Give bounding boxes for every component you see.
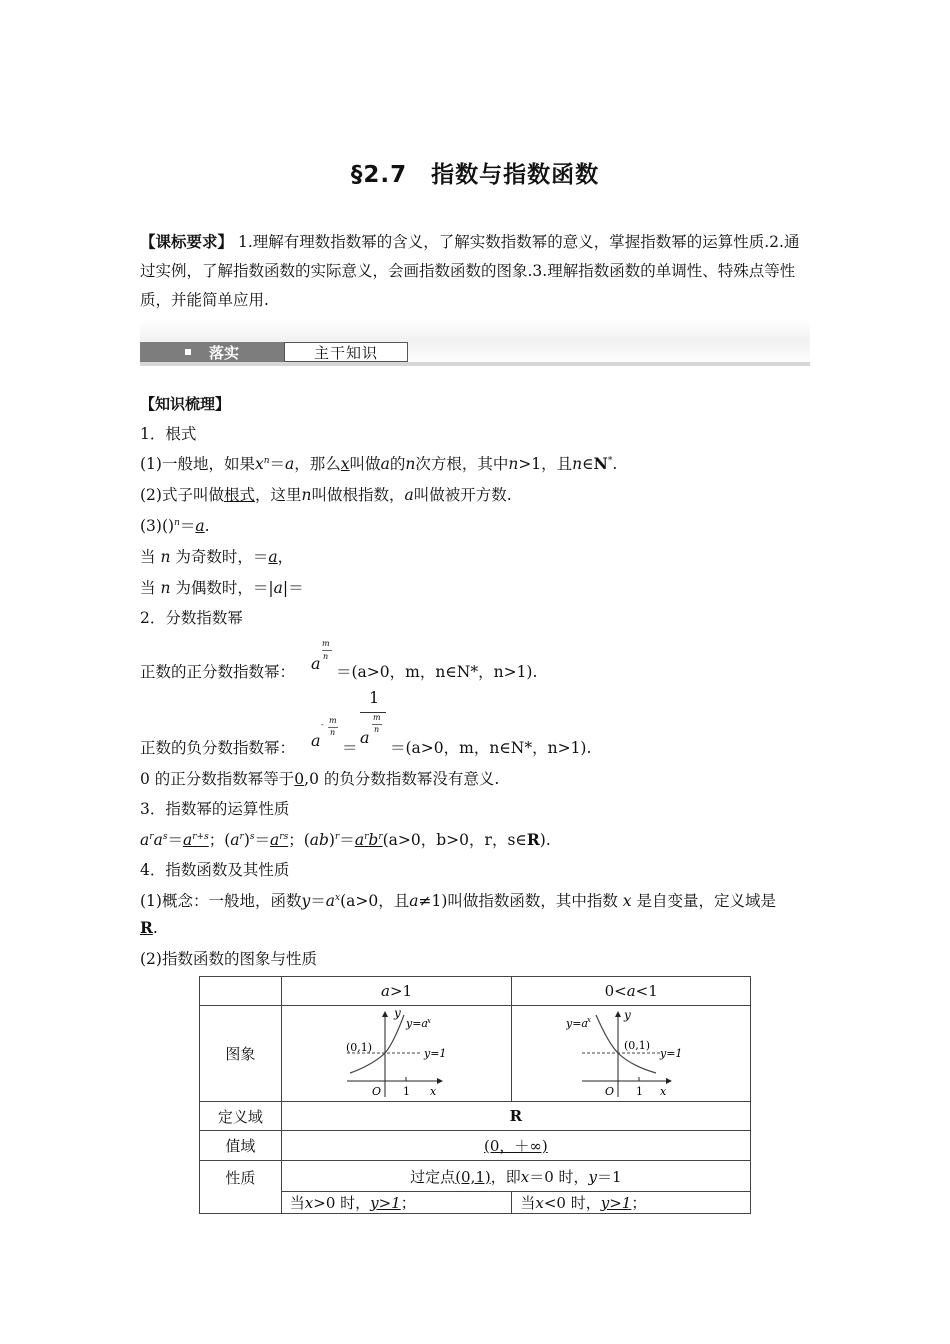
banner-tab-dark	[140, 342, 284, 362]
knowledge-heading: 【知识梳理】	[140, 395, 231, 413]
text-segment: (a>0，b>0，r，s∈	[382, 831, 527, 849]
domain-R: R	[509, 1107, 523, 1125]
row-label-graph: 图象	[200, 1006, 282, 1102]
text-segment: 为偶数时，＝|	[175, 579, 274, 597]
svg-text:1: 1	[636, 1084, 644, 1098]
negative-fractional-condition: ＝(a>0，m，n∈N*，n>1).	[390, 739, 592, 757]
svg-text:x: x	[429, 1084, 436, 1098]
table-row-monotone	[200, 1192, 751, 1214]
svg-text:x: x	[660, 1084, 667, 1098]
table-row-fixed-point	[200, 1161, 751, 1192]
svg-text:(0,1): (0,1)	[345, 1040, 372, 1054]
positive-fractional-label: 正数的正分数指数幂：	[140, 663, 296, 681]
graph-decreasing	[512, 1006, 751, 1102]
graph-increasing	[281, 1006, 512, 1102]
table-row-range	[200, 1131, 751, 1161]
item-exp-function: 4．指数函数及其性质	[140, 861, 290, 879]
text-segment: ，即	[490, 1167, 521, 1186]
text-segment: 为奇数时，＝	[175, 548, 269, 566]
text-segment: ＝0 时，	[529, 1167, 589, 1186]
row-label-domain: 定义域	[200, 1102, 282, 1131]
set-R: R	[526, 830, 540, 849]
table-corner	[200, 977, 282, 1006]
text-segment: 0 的正分数指数幂等于	[140, 770, 295, 788]
text-segment: 过定点	[410, 1167, 456, 1186]
text-segment: ,0 的负分数指数幂没有意义.	[304, 770, 500, 788]
banner-tab-light	[284, 342, 408, 362]
svg-text:y: y	[624, 1008, 631, 1022]
item-power-rules: 3．指数幂的运算性质	[140, 800, 290, 818]
answer-R: R	[140, 918, 153, 937]
neg-equals: ＝	[342, 739, 358, 757]
set-N: N	[593, 454, 608, 473]
a-minus-m-over-n: a - m n	[311, 716, 337, 750]
requirements-label: 【课标要求】	[140, 233, 234, 251]
right-answer: y>1	[600, 1194, 632, 1212]
text-segment: 当	[289, 1194, 305, 1212]
text-segment: ＝1	[597, 1167, 622, 1186]
svg-text:x: x	[587, 1015, 592, 1024]
even-case: 当 n 为偶数时，＝|a|＝	[140, 579, 304, 597]
radical-terms: (2)式子叫做根式，这里n叫做根指数，a叫做被开方数.	[140, 486, 512, 504]
answer-x: x	[340, 455, 350, 473]
range-value	[281, 1131, 750, 1161]
item-fractional-power: 2．分数指数幂	[140, 609, 243, 627]
row-label-props: 性质	[200, 1161, 282, 1214]
text-segment: ＝	[254, 831, 271, 849]
text-segment: ≠1)叫做指数函数，其中指数	[418, 892, 618, 910]
power-rules: $a^ra^s=a^{r+s}$；$(a^r)^s=a^{rs}$；$(ab)^r=a^rb^r(a>0$，b>0，r，s∈R).	[140, 830, 551, 849]
left-property: 当x>0 时，y>1；	[281, 1192, 512, 1214]
square-bullet-icon	[185, 349, 191, 355]
numerator: 1	[369, 688, 380, 707]
text-segment: (1)概念：一般地，函数	[140, 892, 302, 910]
row-label-range: 值域	[200, 1131, 282, 1161]
table-header-row	[200, 977, 751, 1006]
banner-left-label: 落实	[208, 343, 239, 362]
radical-definition: (1)一般地，如果$x^n=a$，那么x叫做a的n次方根，其中n>1，且n∈N*.	[140, 454, 618, 473]
text-segment: (a>0，且	[340, 892, 410, 910]
reciprocal-fraction: 1 a m n	[360, 688, 390, 750]
svg-text:y=1: y=1	[660, 1046, 683, 1060]
svg-text:O: O	[371, 1084, 381, 1098]
text-segment: 当	[140, 579, 156, 597]
domain-value	[281, 1102, 750, 1131]
odd-case: 当 n 为奇数时，＝a，	[140, 548, 294, 566]
course-requirements	[140, 228, 812, 315]
text-segment: ).	[539, 831, 551, 849]
text-segment: ；(	[288, 831, 310, 849]
requirements-text: 1.理解有理数指数幂的含义，了解实数指数幂的意义，掌握指数幂的运算性质.2.通过实例，了解指数函数的实际意义，会画指数函数的图象.3.理解指数函数的单调性、特殊点等性质，并能简单应用.	[140, 233, 800, 309]
zero-power-note	[140, 767, 499, 789]
fixed-point: 过定点(0,1)，即x＝0 时，y＝1	[281, 1161, 750, 1192]
answer-radical: 根式	[223, 486, 255, 504]
text-segment: 当	[520, 1194, 536, 1212]
decreasing-exp-graph	[566, 1009, 696, 1099]
domain-answer: R.	[140, 918, 158, 937]
svg-text:(0,1): (0,1)	[624, 1038, 651, 1052]
banner-divider	[140, 362, 810, 366]
text-segment: 是自变量，定义域是	[636, 892, 776, 910]
text-segment: 叫做	[349, 455, 381, 473]
text-segment: ；	[631, 1194, 647, 1212]
svg-text:O: O	[605, 1084, 615, 1098]
text-segment: >1，且	[518, 455, 573, 473]
text-segment: >0 时，	[313, 1194, 371, 1212]
a-m-over-n: a m n	[311, 639, 341, 675]
text-segment: 叫做根指数，	[311, 486, 405, 504]
text-segment: ＝	[167, 831, 183, 849]
item-radical: 1．根式	[140, 425, 197, 443]
left-answer: y>1	[370, 1194, 401, 1212]
table-row-domain	[200, 1102, 751, 1131]
header-a-greater-1: a>1	[281, 977, 512, 1006]
text-segment: (3)()	[140, 517, 175, 535]
svg-text:x: x	[426, 1016, 431, 1025]
right-property: 当x<0 时，y>1；	[512, 1192, 751, 1214]
text-segment: 当	[140, 548, 156, 566]
range-text: (0，＋∞)	[484, 1137, 548, 1155]
table-row-graph	[200, 1006, 751, 1102]
svg-text:y: y	[393, 1008, 401, 1020]
text-segment: ∈	[582, 455, 594, 473]
text-segment: ；(	[208, 831, 231, 849]
svg-text:1: 1	[402, 1084, 410, 1098]
text-segment: 的	[389, 455, 406, 473]
page-title: §2.7 指数与指数函数	[350, 162, 600, 188]
svg-text:y=1: y=1	[423, 1046, 446, 1060]
text-segment: ，这里	[254, 486, 302, 504]
answer-zero: 0	[294, 770, 305, 788]
radical-power: (3)()$^n$＝a.	[140, 517, 210, 535]
text-segment: ，那么	[294, 455, 341, 473]
text-segment: |＝	[282, 579, 304, 597]
text-segment: <0 时，	[543, 1194, 601, 1212]
svg-text:y=a: y=a	[566, 1016, 589, 1030]
text-segment: (1)一般地，如果	[140, 455, 255, 473]
increasing-exp-graph	[342, 1009, 452, 1099]
text-segment: (2)式子叫做	[140, 486, 224, 504]
text-segment: 次方根，其中	[415, 455, 509, 473]
exp-function-table	[199, 976, 751, 1214]
positive-fractional-condition: ＝(a>0，m，n∈N*，n>1).	[336, 663, 538, 681]
negative-fractional-label: 正数的负分数指数幂：	[140, 739, 296, 757]
fixed-point-value: (0,1)	[455, 1167, 491, 1186]
banner-right-label: 主干知识	[313, 343, 378, 362]
svg-text:y=a: y=a	[405, 1016, 428, 1030]
exp-concept: (1)概念：一般地，函数$y=a^x(a>0$，且a≠1)叫做指数函数，其中指数 x 是自变量，定义域是	[140, 892, 776, 910]
text-segment: ＝	[269, 455, 286, 473]
header-a-between: 0<a<1	[512, 977, 751, 1006]
text-segment: ；	[400, 1194, 416, 1212]
section-banner	[140, 320, 810, 366]
text-segment: ＝	[179, 517, 196, 535]
text-segment: 叫做被开方数.	[413, 486, 512, 504]
text-segment: ＝	[339, 831, 355, 849]
graph-properties-heading: (2)指数函数的图象与性质	[140, 950, 317, 968]
